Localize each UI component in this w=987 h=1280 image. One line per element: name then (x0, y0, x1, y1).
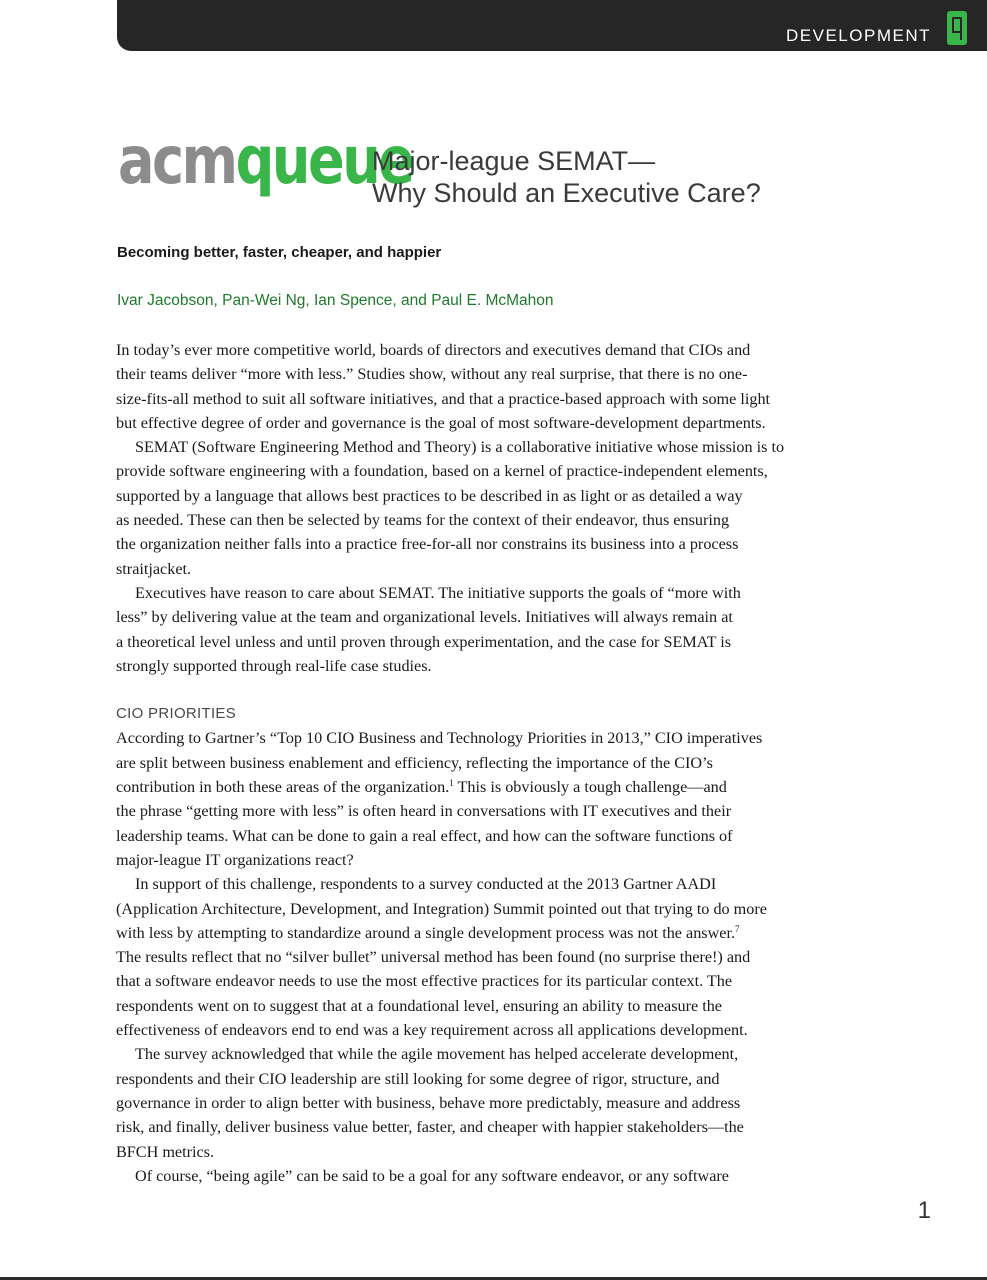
subtitle: Becoming better, faster, cheaper, and happier (117, 244, 442, 261)
text-line: BFCH metrics. (116, 1142, 215, 1161)
paragraph (116, 1042, 896, 1163)
text-line: (Application Architecture, Development, and Integration) Summit pointed out that trying to do more (116, 899, 767, 918)
text-line: In today’s ever more competitive world, boards of directors and executives demand that CIOs and (116, 341, 751, 359)
text-line: a theoretical level unless and until proven through experimentation, and the case for SEMAT is (116, 632, 732, 651)
text-line: governance in order to align better with business, behave more predictably, measure and address (116, 1093, 741, 1112)
text-line: less” by delivering value at the team and organizational levels. Initiatives will always remain at (116, 608, 733, 627)
text-line: Executives have reason to care about SEMAT. The initiative supports the goals of “more with (135, 583, 741, 602)
footnote-ref[interactable]: 1 (449, 778, 454, 789)
text-line: major-league IT organizations react? (116, 850, 354, 869)
paragraph (116, 726, 896, 872)
text-line: the organization neither falls into a practice free-for-all nor constrains its business into a process (116, 535, 739, 554)
authors: Ivar Jacobson, Pan-Wei Ng, Ian Spence, and Paul E. McMahon (117, 292, 554, 309)
text-line: strongly supported through real-life case studies. (116, 656, 432, 675)
text-line (116, 775, 896, 799)
text-line: size-fits-all method to suit all software initiatives, and that a practice-based approach with some light (116, 389, 771, 408)
paragraph (116, 435, 896, 581)
text-line: Of course, “being agile” can be said to be a goal for any software endeavor, or any software (135, 1166, 729, 1185)
logo-acm: acm (118, 122, 236, 199)
section-heading: CIO PRIORITIES (116, 705, 237, 723)
title-line-2: Why Should an Executive Care? (372, 178, 761, 208)
article-title (372, 145, 761, 209)
text-line: straitjacket. (116, 559, 192, 578)
text-line: supported by a language that allows best practices to be described in as light or as detailed a way (116, 486, 743, 505)
text-line: The survey acknowledged that while the agile movement has helped accelerate development, (135, 1045, 739, 1064)
paragraph (116, 872, 896, 1042)
text-fragment: This is obviously a tough challenge—and (453, 778, 727, 797)
text-line: that a software endeavor needs to use the most effective practices for its particular context. The (116, 972, 733, 991)
text-fragment: contribution in both these areas of the organization. (116, 778, 450, 797)
paragraph (116, 338, 896, 435)
section-label: DEVELOPMENT (786, 26, 931, 45)
text-line: respondents went on to suggest that at a foundational level, ensuring an ability to measure the (116, 996, 722, 1015)
text-line: as needed. These can then be selected by teams for the context of their endeavor, thus ensuring (116, 511, 730, 530)
text-line: The results reflect that no “silver bullet” universal method has been found (no surprise there!) and (116, 948, 751, 967)
text-line: the phrase “getting more with less” is often heard in conversations with IT executives and their (116, 802, 732, 821)
article-body (116, 338, 896, 1188)
text-line: respondents and their CIO leadership are still looking for some degree of rigor, structure, and (116, 1069, 720, 1088)
logo-queue: queue (235, 122, 413, 199)
text-line: are split between business enablement and efficiency, reflecting the importance of the CIO’s (116, 753, 713, 772)
text-fragment: with less by attempting to standardize around a single development process was not the answer. (116, 923, 736, 942)
text-line: but effective degree of order and governance is the goal of most software-development departments. (116, 413, 766, 432)
acmqueue-logo (118, 122, 413, 199)
text-line: effectiveness of endeavors end to end was a key requirement across all applications development. (116, 1021, 748, 1040)
text-line: provide software engineering with a foundation, based on a kernel of practice-independent elements, (116, 462, 768, 481)
text-line: According to Gartner’s “Top 10 CIO Business and Technology Priorities in 2013,” CIO imperatives (116, 729, 763, 748)
text-line (116, 921, 896, 945)
title-line-1: Major-league SEMAT— (372, 146, 656, 176)
paragraph (116, 1164, 896, 1188)
header-bar (117, 0, 987, 51)
paragraph (116, 581, 896, 678)
q-badge-icon (947, 11, 967, 45)
text-line: SEMAT (Software Engineering Method and Theory) is a collaborative initiative whose mission is to (135, 438, 785, 457)
page-number: 1 (917, 1197, 931, 1224)
text-line: leadership teams. What can be done to gain a real effect, and how can the software functions of (116, 826, 733, 845)
text-line: risk, and finally, deliver business value better, faster, and cheaper with happier stakeholders—the (116, 1118, 744, 1137)
text-line: In support of this challenge, respondents to a survey conducted at the 2013 Gartner AADI (135, 875, 717, 894)
footnote-ref[interactable]: 7 (735, 923, 740, 934)
text-line: their teams deliver “more with less.” Studies show, without any real surprise, that there is no one- (116, 365, 748, 384)
